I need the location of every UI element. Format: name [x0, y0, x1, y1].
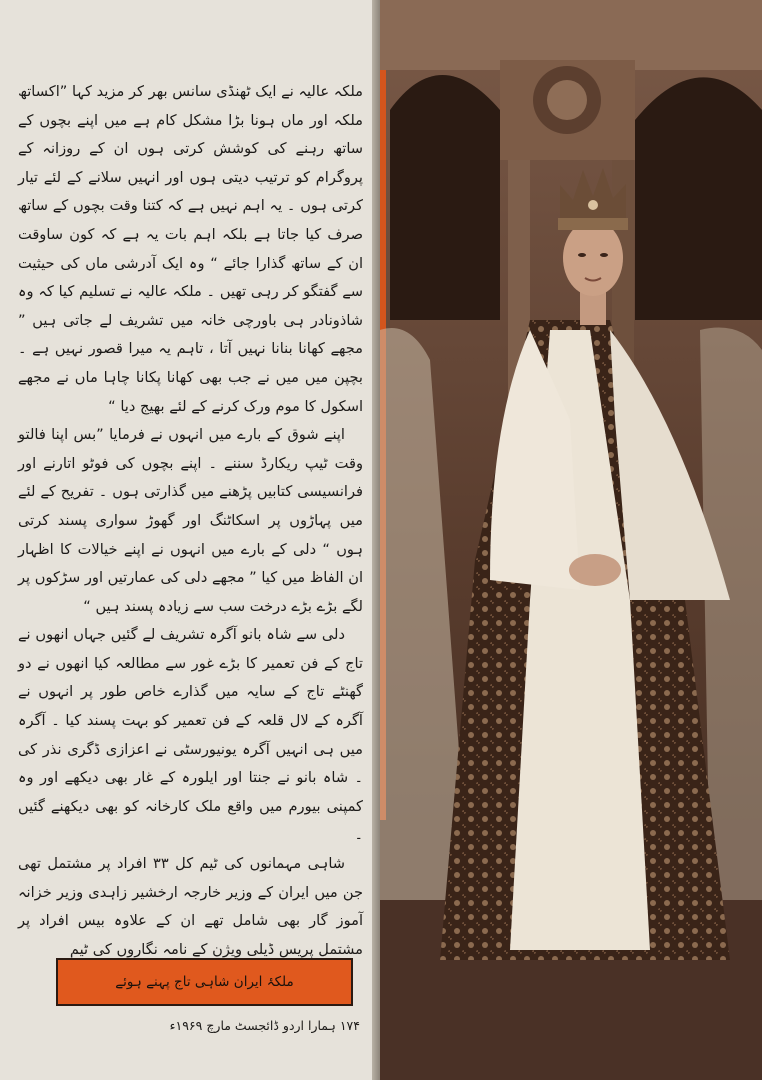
article-paragraph-1: ملکہ عالیہ نے ایک ٹھنڈی سانس بھر کر مزید کہا ”اکساتھ ملکہ اور ماں ہونا بڑا مشکل کام ہے میں اپنے بچوں کے ساتھ رہنے کی کوشش کرتی ہوں ان کے روزانہ کے پروگرام کو ترتیب دیتی ہوں اور انہیں سلانے کے لئے تیار کرتی ہوں ۔ یہ اہم نہیں ہے کہ کتنا وقت بچوں کے ساتھ صرف کیا جاتا ہے بلکہ اہم بات یہ ہے کہ کون ساوقت ان کے ساتھ گذارا جائے “ وہ ایک آدرشی ماں کی حیثیت سے گفتگو کر رہی تھیں ۔ ملکہ عالیہ نے تسلیم کیا کہ وہ شاذونادر ہی باورچی خانہ میں تشریف لے جاتی ہیں ” مجھے کھانا بنانا نہیں آتا ، تاہم یہ میرا قصور نہیں ہے ۔ بچپن میں میں نے جب بھی کھانا پکانا چاہا ماں نے مجھے اسکول کا موم ورک کرنے کے لئے بھیج دیا “	[18, 83, 363, 415]
page-footer-text: ۱۷۴ ہمارا اردو ڈائجسٹ مارچ ۱۹۶۹ء	[169, 1018, 360, 1033]
article-paragraph-2: اپنے شوق کے بارے میں انہوں نے فرمایا ”بس اپنا فالتو وقت ٹیپ ریکارڈ سننے ۔ اپنے بچوں کی فوٹو اتارنے اور فرانسیسی کتابیں پڑھنے میں گذارتی ہوں ۔ تفریح کے لئے میں پہاڑوں پر اسکاٹنگ اور گھوڑ سواری پسند کرتی ہوں “ دلی کے بارے میں انہوں نے اپنے خیالات کا اظہار ان الفاظ میں کیا ” مجھے دلی کی عمارتیں اور سڑکوں پر لگے بڑے بڑے درخت سب سے زیادہ پسند ہیں “	[17, 426, 363, 615]
page-gutter	[372, 0, 380, 1080]
article-paragraph-4: شاہی مہمانوں کی ٹیم کل ۳۳ افراد پر مشتمل تھی جن میں ایران کے وزیر خارجہ ارخشیر زاہدی وزیر خزانہ آموز گار بھی شامل تھے ان کے علاوہ بیس افراد پر مشتمل پریس ڈیلی ویژن کے نامہ نگاروں کی ٹیم	[18, 855, 363, 958]
page-footer	[160, 1018, 360, 1033]
queen-photo-illustration	[380, 0, 762, 1080]
photo-caption	[56, 958, 353, 1006]
article-paragraph-3: دلی سے شاہ بانو آگرہ تشریف لے گئیں جہاں انھوں نے تاج کے فن تعمیر کا بڑے غور سے مطالعہ کیا انھوں نے دو گھنٹے تاج کے سایہ میں گذارے خاص طور پر انہوں نے آگرہ کے لال قلعہ کے فن تعمیر کو بہت پسند کیا ۔ آگرہ میں ہی انہیں آگرہ یونیورسٹی نے اعزازی ڈگری نذر کی ۔ شاہ بانو نے جنتا اور ایلورہ کے غار بھی دیکھے اور وہ کمپنی بیورم میں واقع ملک کارخانہ کو بھی دیکھنے گئیں ۔	[18, 626, 363, 844]
photo-caption-text: ملکۂ ایران شاہی تاج پہنے ہوئے	[115, 974, 294, 990]
article-text	[17, 78, 363, 958]
queen-photo	[380, 0, 762, 1080]
